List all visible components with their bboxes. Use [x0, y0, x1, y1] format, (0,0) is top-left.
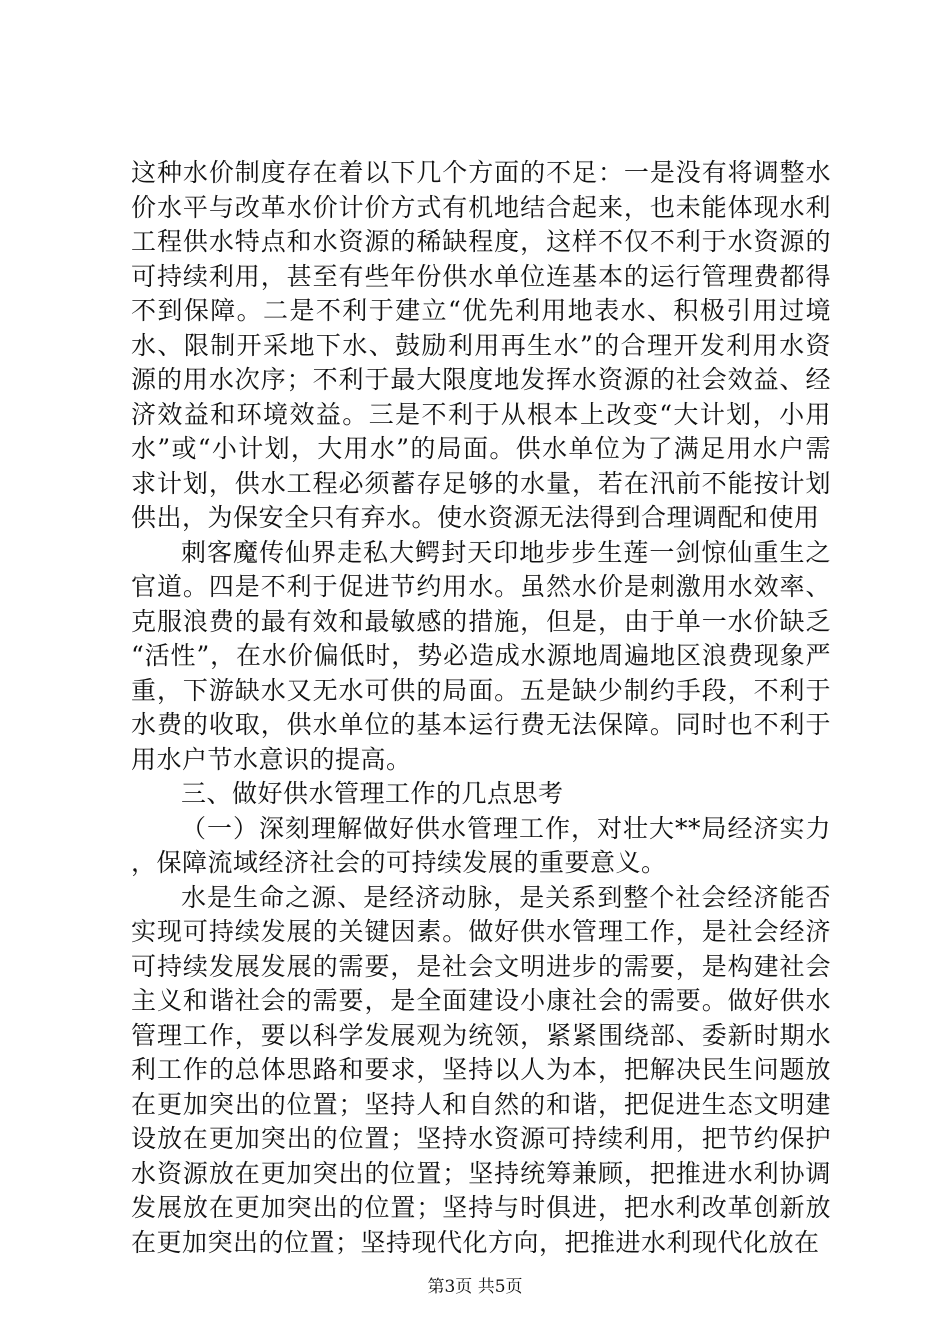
page-number-footer: 第3页 共5页 — [427, 1277, 523, 1297]
subsection-heading: （一）深刻理解做好供水管理工作，对壮大**局经济实力，保障流域经济社会的可持续发展的重要意义。 — [131, 813, 831, 877]
document-body — [131, 156, 831, 1260]
section-heading: 三、做好供水管理工作的几点思考 — [181, 779, 564, 808]
paragraph-2: 刺客魔传仙界走私大鳄封天印地步步生莲一剑惊仙重生之官道。四是不利于促进节约用水。虽然水价是刺激用水效率、克服浪费的最有效和最敏感的措施，但是，由于单一水价缺乏“活性”，在水价偏低时，势必造成水源地周遍地区浪费现象严重，下游缺水又无水可供的局面。五是缺少制约手段，不利于水费的收取，供水单位的基本运行费无法保障。同时也不利于用水户节水意识的提高。 — [131, 537, 831, 774]
paragraph-3: 水是生命之源、是经济动脉，是关系到整个社会经济能否实现可持续发展的关键因素。做好供水管理工作，是社会经济可持续发展发展的需要，是社会文明进步的需要，是构建社会主义和谐社会的需要，是全面建设小康社会的需要。做好供水管理工作，要以科学发展观为统领，紧紧围绕部、委新时期水利工作的总体思路和要求，坚持以人为本，把解决民生问题放在更加突出的位置；坚持人和自然的和谐，把促进生态文明建设放在更加突出的位置；坚持水资源可持续利用，把节约保护水资源放在更加突出的位置；坚持统筹兼顾，把推进水利协调发展放在更加突出的位置；坚持与时俱进，把水利改革创新放在更加突出的位置；坚持现代化方向，把推进水利现代化放在 — [131, 882, 831, 1257]
paragraph-1: 这种水价制度存在着以下几个方面的不足：一是没有将调整水价水平与改革水价计价方式有机地结合起来，也未能体现水利工程供水特点和水资源的稀缺程度，这样不仅不利于水资源的可持续利用，甚至有些年份供水单位连基本的运行管理费都得不到保障。二是不利于建立“优先利用地表水、积极引用过境水、限制开采地下水、鼓励利用再生水”的合理开发利用水资源的用水次序；不利于最大限度地发挥水资源的社会效益、经济效益和环境效益。三是不利于从根本上改变“大计划，小用水”或“小计划，大用水”的局面。供水单位为了满足用水户需求计划，供水工程必须蓄存足够的水量，若在汛前不能按计划供出，为保安全只有弃水。使水资源无法得到合理调配和使用 — [131, 158, 831, 532]
